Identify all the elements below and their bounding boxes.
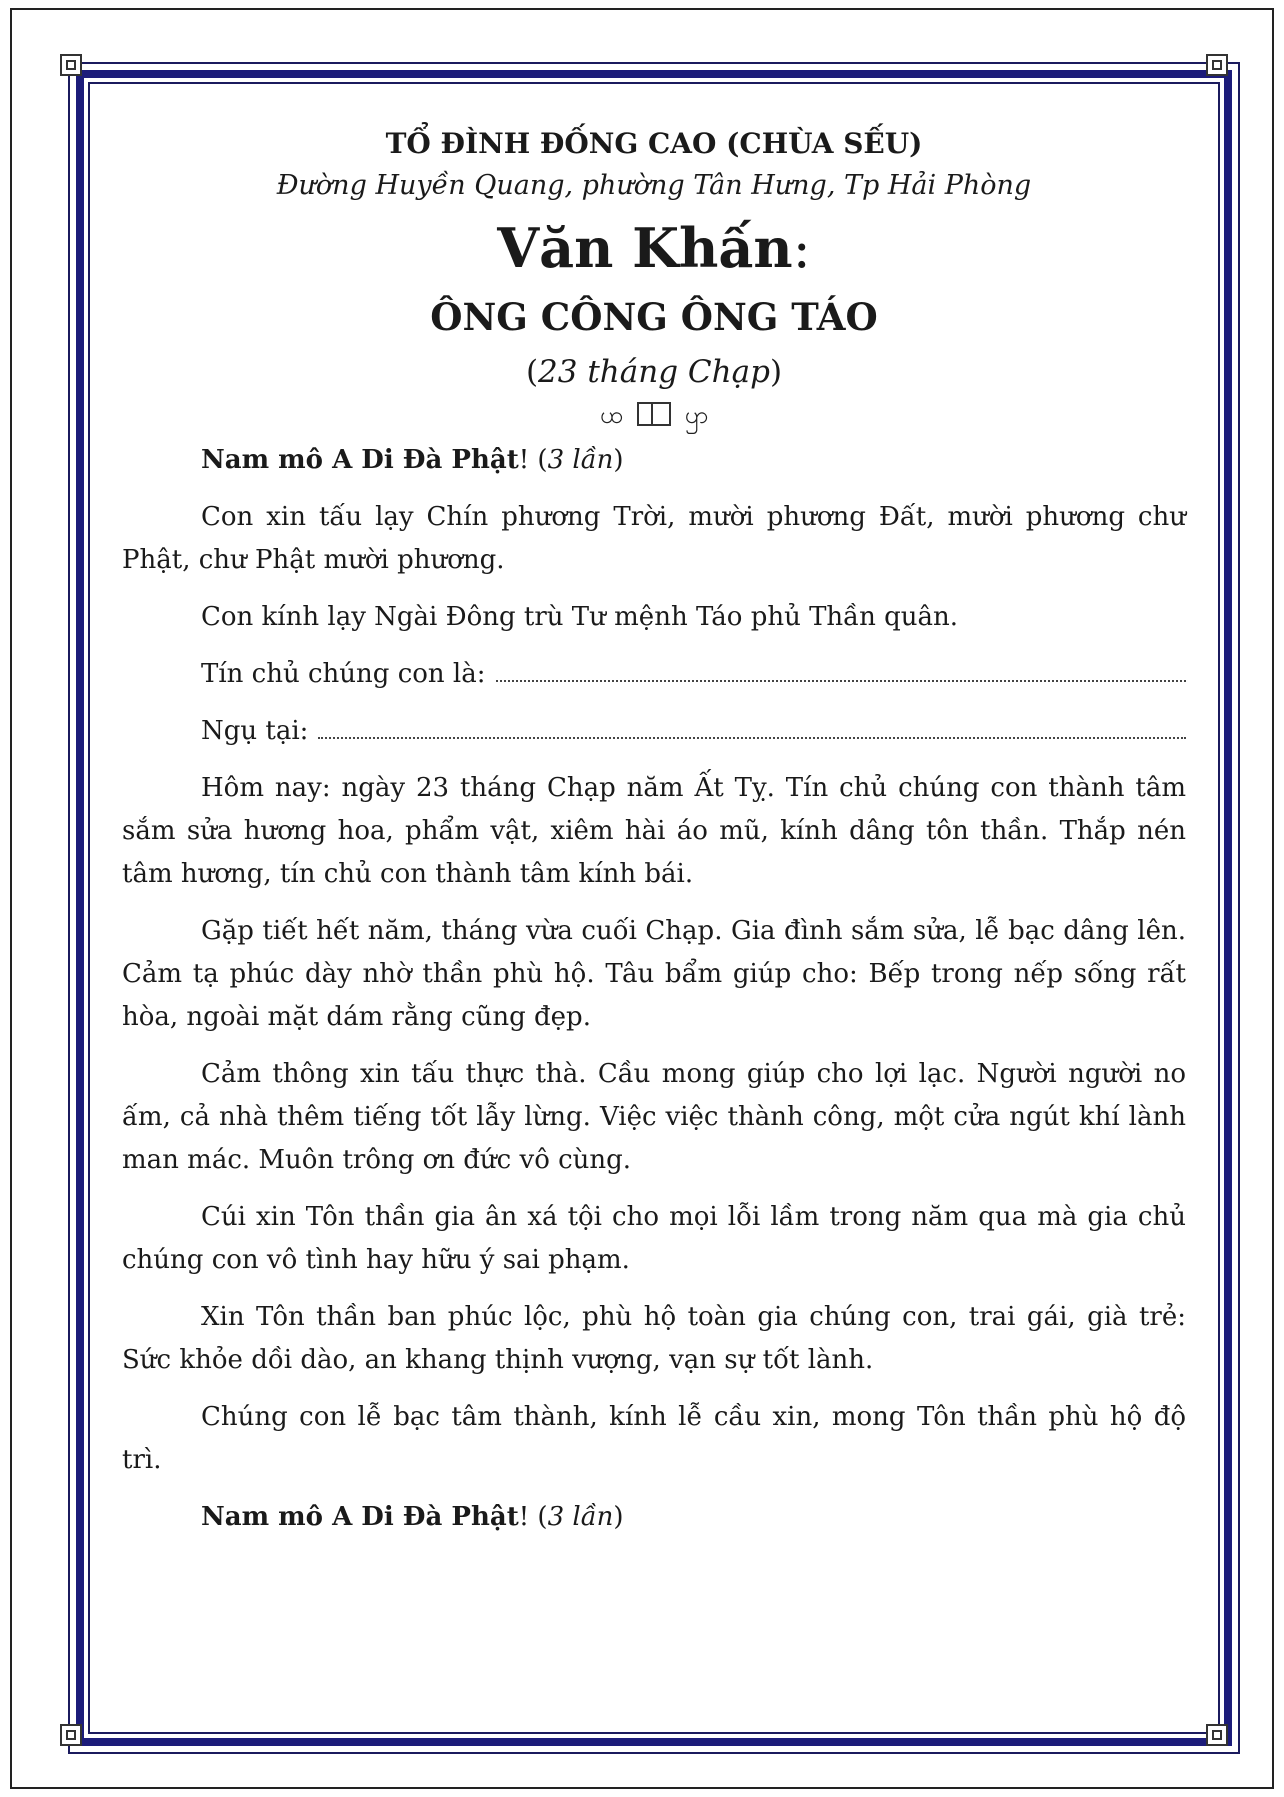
owner-name-blank: [496, 660, 1187, 682]
ornament-divider: [122, 397, 1186, 433]
owner-address-blank: [318, 717, 1186, 739]
document-title: [122, 210, 1186, 287]
owner-name-field: [122, 653, 1186, 696]
ornament-right-icon: ꩥ: [684, 401, 709, 429]
document-content: [122, 110, 1186, 1553]
temple-address: Đường Huyền Quang, phường Tân Hưng, Tp Hải Phòng: [276, 170, 1032, 201]
owner-name-label: Tín chủ chúng con là:: [201, 659, 486, 689]
owner-address-label: Ngụ tại:: [201, 716, 309, 746]
date-close-paren: ): [769, 354, 783, 390]
document-subtitle: ÔNG CÔNG ÔNG TÁO: [430, 295, 878, 339]
invocation-closing-close: ): [613, 1502, 624, 1532]
paragraph-8: Chúng con lễ bạc tâm thành, kính lễ cầu xin, mong Tôn thần phù hộ độ trì.: [122, 1402, 1186, 1475]
invocation-opening-bold: Nam mô A Di Đà Phật: [201, 445, 519, 475]
paragraph-4: Gặp tiết hết năm, tháng vừa cuối Chạp. Gia đình sắm sửa, lễ bạc dâng lên. Cảm tạ phúc dày nhờ thần phù hộ. Tâu bẩm giúp cho: Bếp trong nếp sống rất hòa, ngoài mặt dám rằng cũng đẹp.: [122, 916, 1186, 1032]
invocation-closing: [122, 1496, 1186, 1539]
corner-ornament-top-left: [60, 54, 82, 76]
paragraph-1: Con xin tấu lạy Chín phương Trời, mười phương Đất, mười phương chư Phật, chư Phật mười phương.: [122, 502, 1186, 575]
title-colon: :: [792, 217, 811, 280]
title-text: Văn Khấn: [497, 216, 793, 280]
temple-name: TỔ ĐÌNH ĐỐNG CAO (CHÙA SẾU): [385, 127, 923, 160]
paragraph-2: Con kính lạy Ngài Đông trù Tư mệnh Táo phủ Thần quân.: [201, 602, 959, 632]
paragraph-7: Xin Tôn thần ban phúc lộc, phù hộ toàn gia chúng con, trai gái, già trẻ: Sức khỏe dồi dào, an khang thịnh vượng, vạn sự tốt lành.: [122, 1302, 1186, 1375]
date-text: 23 tháng Chạp: [538, 354, 770, 390]
corner-ornament-top-right: [1206, 54, 1228, 76]
paragraph-6: Cúi xin Tôn thần gia ân xá tội cho mọi lỗi lầm trong năm qua mà gia chủ chúng con vô tình hay hữu ý sai phạm.: [122, 1202, 1186, 1275]
document-page: [10, 8, 1274, 1789]
corner-ornament-bottom-left: [60, 1724, 82, 1746]
ceremony-date: [122, 347, 1186, 397]
invocation-opening-times: 3 lần: [547, 445, 614, 475]
invocation-closing-times: 3 lần: [547, 1502, 614, 1532]
invocation-opening-close: ): [613, 445, 624, 475]
paragraph-3: Hôm nay: ngày 23 tháng Chạp năm Ất Tỵ. Tín chủ chúng con thành tâm sắm sửa hương hoa, phẩm vật, xiêm hài áo mũ, kính dâng tôn thần. Thắp nén tâm hương, tín chủ con thành tâm kính bái.: [122, 773, 1186, 889]
date-open-paren: (: [525, 354, 539, 390]
invocation-closing-mark: ! (: [518, 1502, 548, 1532]
ornament-left-icon: ꩤ: [599, 401, 624, 429]
invocation-closing-bold: Nam mô A Di Đà Phật: [201, 1502, 519, 1532]
invocation-opening-mark: ! (: [518, 445, 548, 475]
paragraph-5: Cảm thông xin tấu thực thà. Cầu mong giúp cho lợi lạc. Người người no ấm, cả nhà thêm tiếng tốt lẫy lừng. Việc việc thành công, một cửa ngút khí lành man mác. Muôn trông ơn đức vô cùng.: [122, 1059, 1186, 1175]
corner-ornament-bottom-right: [1206, 1724, 1228, 1746]
owner-address-field: [122, 710, 1186, 753]
book-icon: [637, 402, 671, 426]
invocation-opening: [122, 439, 1186, 482]
